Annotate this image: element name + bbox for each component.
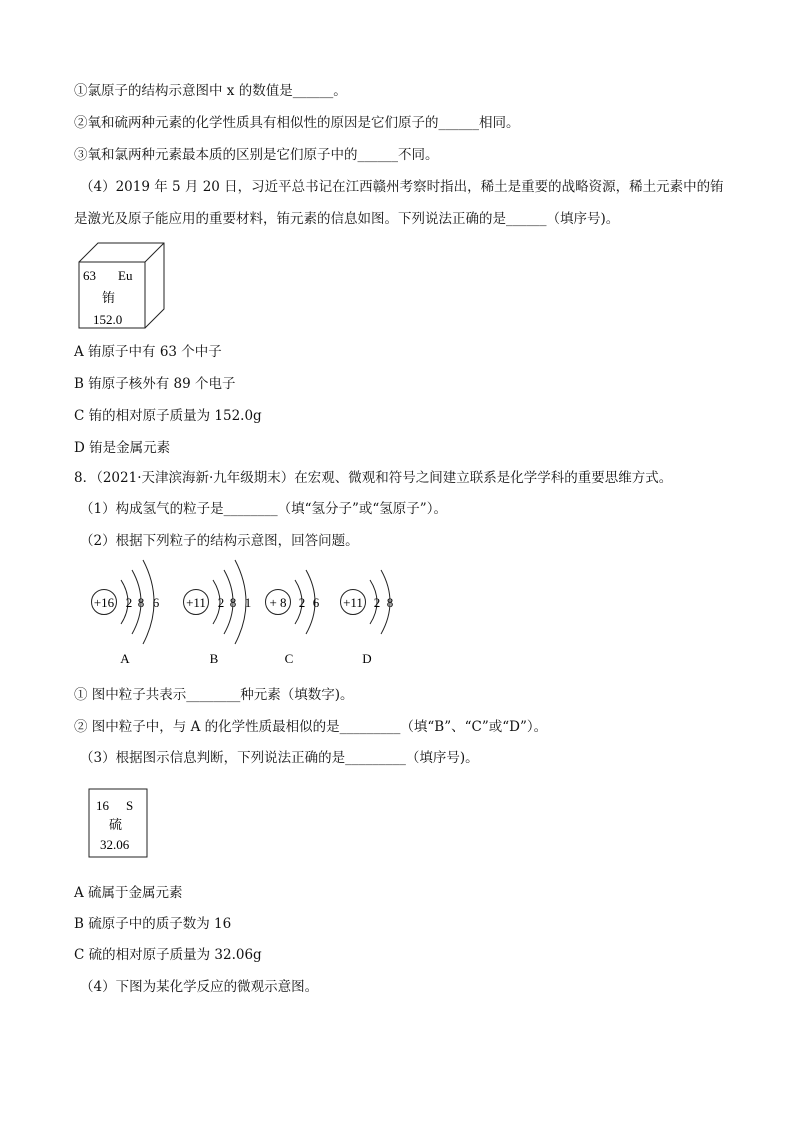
eu-name: 铕 — [102, 290, 116, 305]
atom-a-label: A — [120, 651, 130, 666]
atom-diagram-a — [92, 560, 160, 666]
s-mass: 32.06 — [100, 837, 130, 852]
atom-a-nucleus: +16 — [93, 595, 115, 610]
option-a: A 铕原子中有 63 个中子 — [74, 344, 222, 360]
sulfur-option-b: B 硫原子中的质子数为 16 — [74, 916, 232, 932]
question-8-part-1: （1）构成氢气的粒子是________（填“氢分子”或“氢原子”）。 — [80, 501, 447, 517]
sulfur-option-c: C 硫的相对原子质量为 32.06g — [74, 947, 262, 963]
atom-b-label: B — [209, 651, 219, 666]
atomic-structure-diagrams — [80, 556, 420, 670]
atom-c-shell-1: 2 — [298, 595, 306, 610]
sulfur-option-a: A 硫属于金属元素 — [74, 885, 183, 901]
atom-d-shell-2: 8 — [386, 595, 394, 610]
atom-diagram-d — [341, 570, 394, 666]
question-8-part-2-1: ① 图中粒子共表示________种元素（填数字)。 — [74, 687, 354, 703]
atom-b-nucleus: +11 — [186, 595, 206, 610]
sulfur-element-card — [88, 788, 150, 860]
option-c: C 铕的相对原子质量为 152.0g — [74, 408, 262, 424]
atom-diagram-c — [266, 570, 320, 666]
question-8-part-2: （2）根据下列粒子的结构示意图，回答问题。 — [80, 533, 359, 549]
atom-a-shell-3: 6 — [152, 595, 160, 610]
s-name: 硫 — [109, 817, 123, 832]
atom-a-shell-1: 2 — [125, 595, 133, 610]
question-line-1: ①氯原子的结构示意图中 x 的数值是______。 — [74, 83, 347, 99]
atom-c-shell-2: 6 — [312, 595, 320, 610]
eu-atomic-number: 63 — [83, 268, 96, 283]
eu-symbol: Eu — [118, 268, 133, 283]
europium-element-card — [74, 240, 170, 332]
question-line-3: ③氧和氯两种元素最本质的区别是它们原子中的______不同。 — [74, 147, 439, 163]
atom-b-shell-1: 2 — [217, 595, 225, 610]
question-8-part-4: （4）下图为某化学反应的微观示意图。 — [80, 979, 319, 995]
question-8-heading: 8．（2021·天津滨海新·九年级期末）在宏观、微观和符号之间建立联系是化学学科的重要思维方式。 — [74, 470, 673, 486]
atom-b-shell-2: 8 — [229, 595, 237, 610]
question-8-part-3: （3）根据图示信息判断，下列说法正确的是_________（填序号)。 — [80, 750, 479, 766]
question-4-line-2: 是激光及原子能应用的重要材料，铕元素的信息如图。下列说法正确的是______（填序号)。 — [74, 211, 620, 227]
atom-d-nucleus: +11 — [343, 595, 363, 610]
question-8-part-2-2: ② 图中粒子中，与 A 的化学性质最相似的是_________（填“B”、“C”或“D”）。 — [74, 719, 548, 735]
atom-c-nucleus: + 8 — [269, 595, 287, 610]
option-b: B 铕原子核外有 89 个电子 — [74, 376, 236, 392]
atom-d-shell-1: 2 — [373, 595, 381, 610]
atom-diagram-b — [184, 560, 252, 666]
s-atomic-number: 16 — [96, 798, 109, 813]
atom-d-label: D — [362, 651, 372, 666]
option-d: D 铕是金属元素 — [74, 440, 171, 456]
s-symbol: S — [126, 798, 134, 813]
atom-b-shell-3: 1 — [244, 595, 252, 610]
atom-c-label: C — [284, 651, 294, 666]
atom-a-shell-2: 8 — [137, 595, 145, 610]
question-4-line-1: （4）2019 年 5 月 20 日，习近平总书记在江西赣州考察时指出，稀土是重要的战略资源，稀土元素中的铕 — [80, 179, 724, 195]
question-line-2: ②氧和硫两种元素的化学性质具有相似性的原因是它们原子的______相同。 — [74, 115, 520, 131]
eu-mass: 152.0 — [93, 312, 123, 327]
